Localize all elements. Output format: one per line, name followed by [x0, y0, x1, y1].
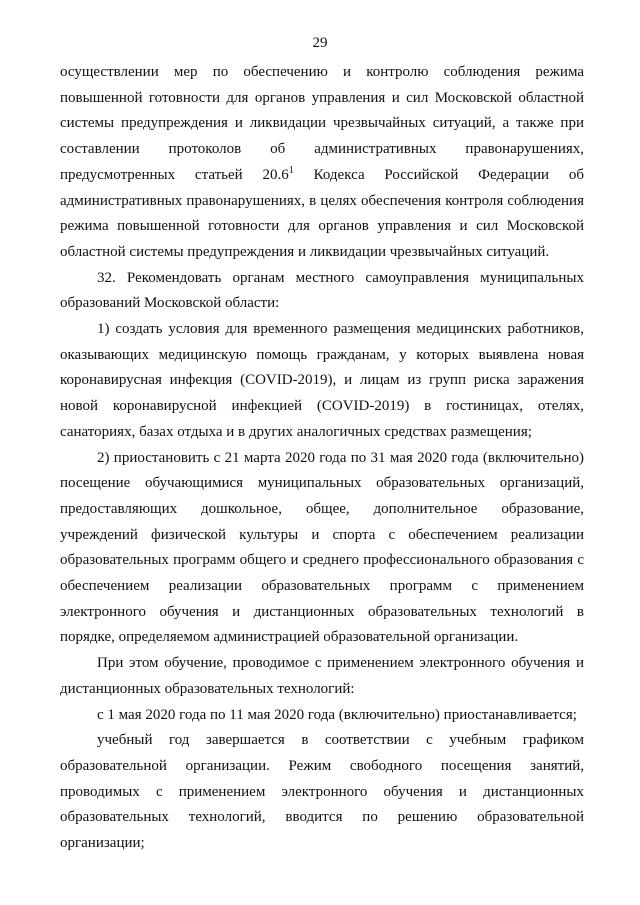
- paragraph-training-note: При этом обучение, проводимое с применением электронного обучения и дистанционных образовательных технологий:: [60, 655, 584, 697]
- paragraph-suspension-dates: с 1 мая 2020 года по 11 мая 2020 года (включительно) приостанавливается;: [97, 706, 577, 723]
- article-superscript: 1: [288, 164, 294, 176]
- paragraph-school-year: учебный год завершается в соответствии с учебным графиком образовательной организации. Режим свободного посещения занятий, проводимых с применением электронного обучения и дистанционных образовательных технологий, вводится по решению образовательной организации;: [60, 732, 584, 852]
- page-number: 29: [312, 35, 328, 51]
- document-body: [60, 60, 584, 857]
- paragraph-subitem-1: 1) создать условия для временного размещения медицинских работников, оказывающих медицинскую помощь гражданам, у которых выявлена новая коронавирусная инфекция (COVID-2019), и лицам из групп риска заражения новой коронавирусной инфекцией (COVID-2019) в гостиницах, отелях, санаториях, базах отдыха и в других аналогичных средствах размещения;: [60, 321, 584, 440]
- paragraph-text: осуществлении мер по обеспечению и контролю соблюдения режима повышенной готовности для органов управления и сил Московской областной системы предупреждения и ликвидации чрезвычайных ситуаций, а также при составлении протоколов об административных правонарушениях, предусмотренных статьей 20.6: [60, 64, 584, 183]
- paragraph-item-32: 32. Рекомендовать органам местного самоуправления муниципальных образований Московской области:: [60, 269, 584, 312]
- paragraph-text: Кодекса Российской Федерации об административных правонарушениях, в целях обеспечения контроля соблюдения режима повышенной готовности для органов управления и сил Московской областной системы предупреждения и ликвидации чрезвычайных ситуаций.: [60, 166, 584, 260]
- paragraph-subitem-2: 2) приостановить с 21 марта 2020 года по 31 мая 2020 года (включительно) посещение обучающимися муниципальных образовательных организаций, предоставляющих дошкольное, общее, дополнительное образование, учреждений физической культуры и спорта с обеспечением реализации образовательных программ общего и среднего профессионального образования с обеспечением реализации образовательных программ с применением электронного обучения и дистанционных образовательных технологий в порядке, определяемом администрацией образовательной организации.: [60, 449, 584, 646]
- paragraph-continuation: [60, 60, 584, 266]
